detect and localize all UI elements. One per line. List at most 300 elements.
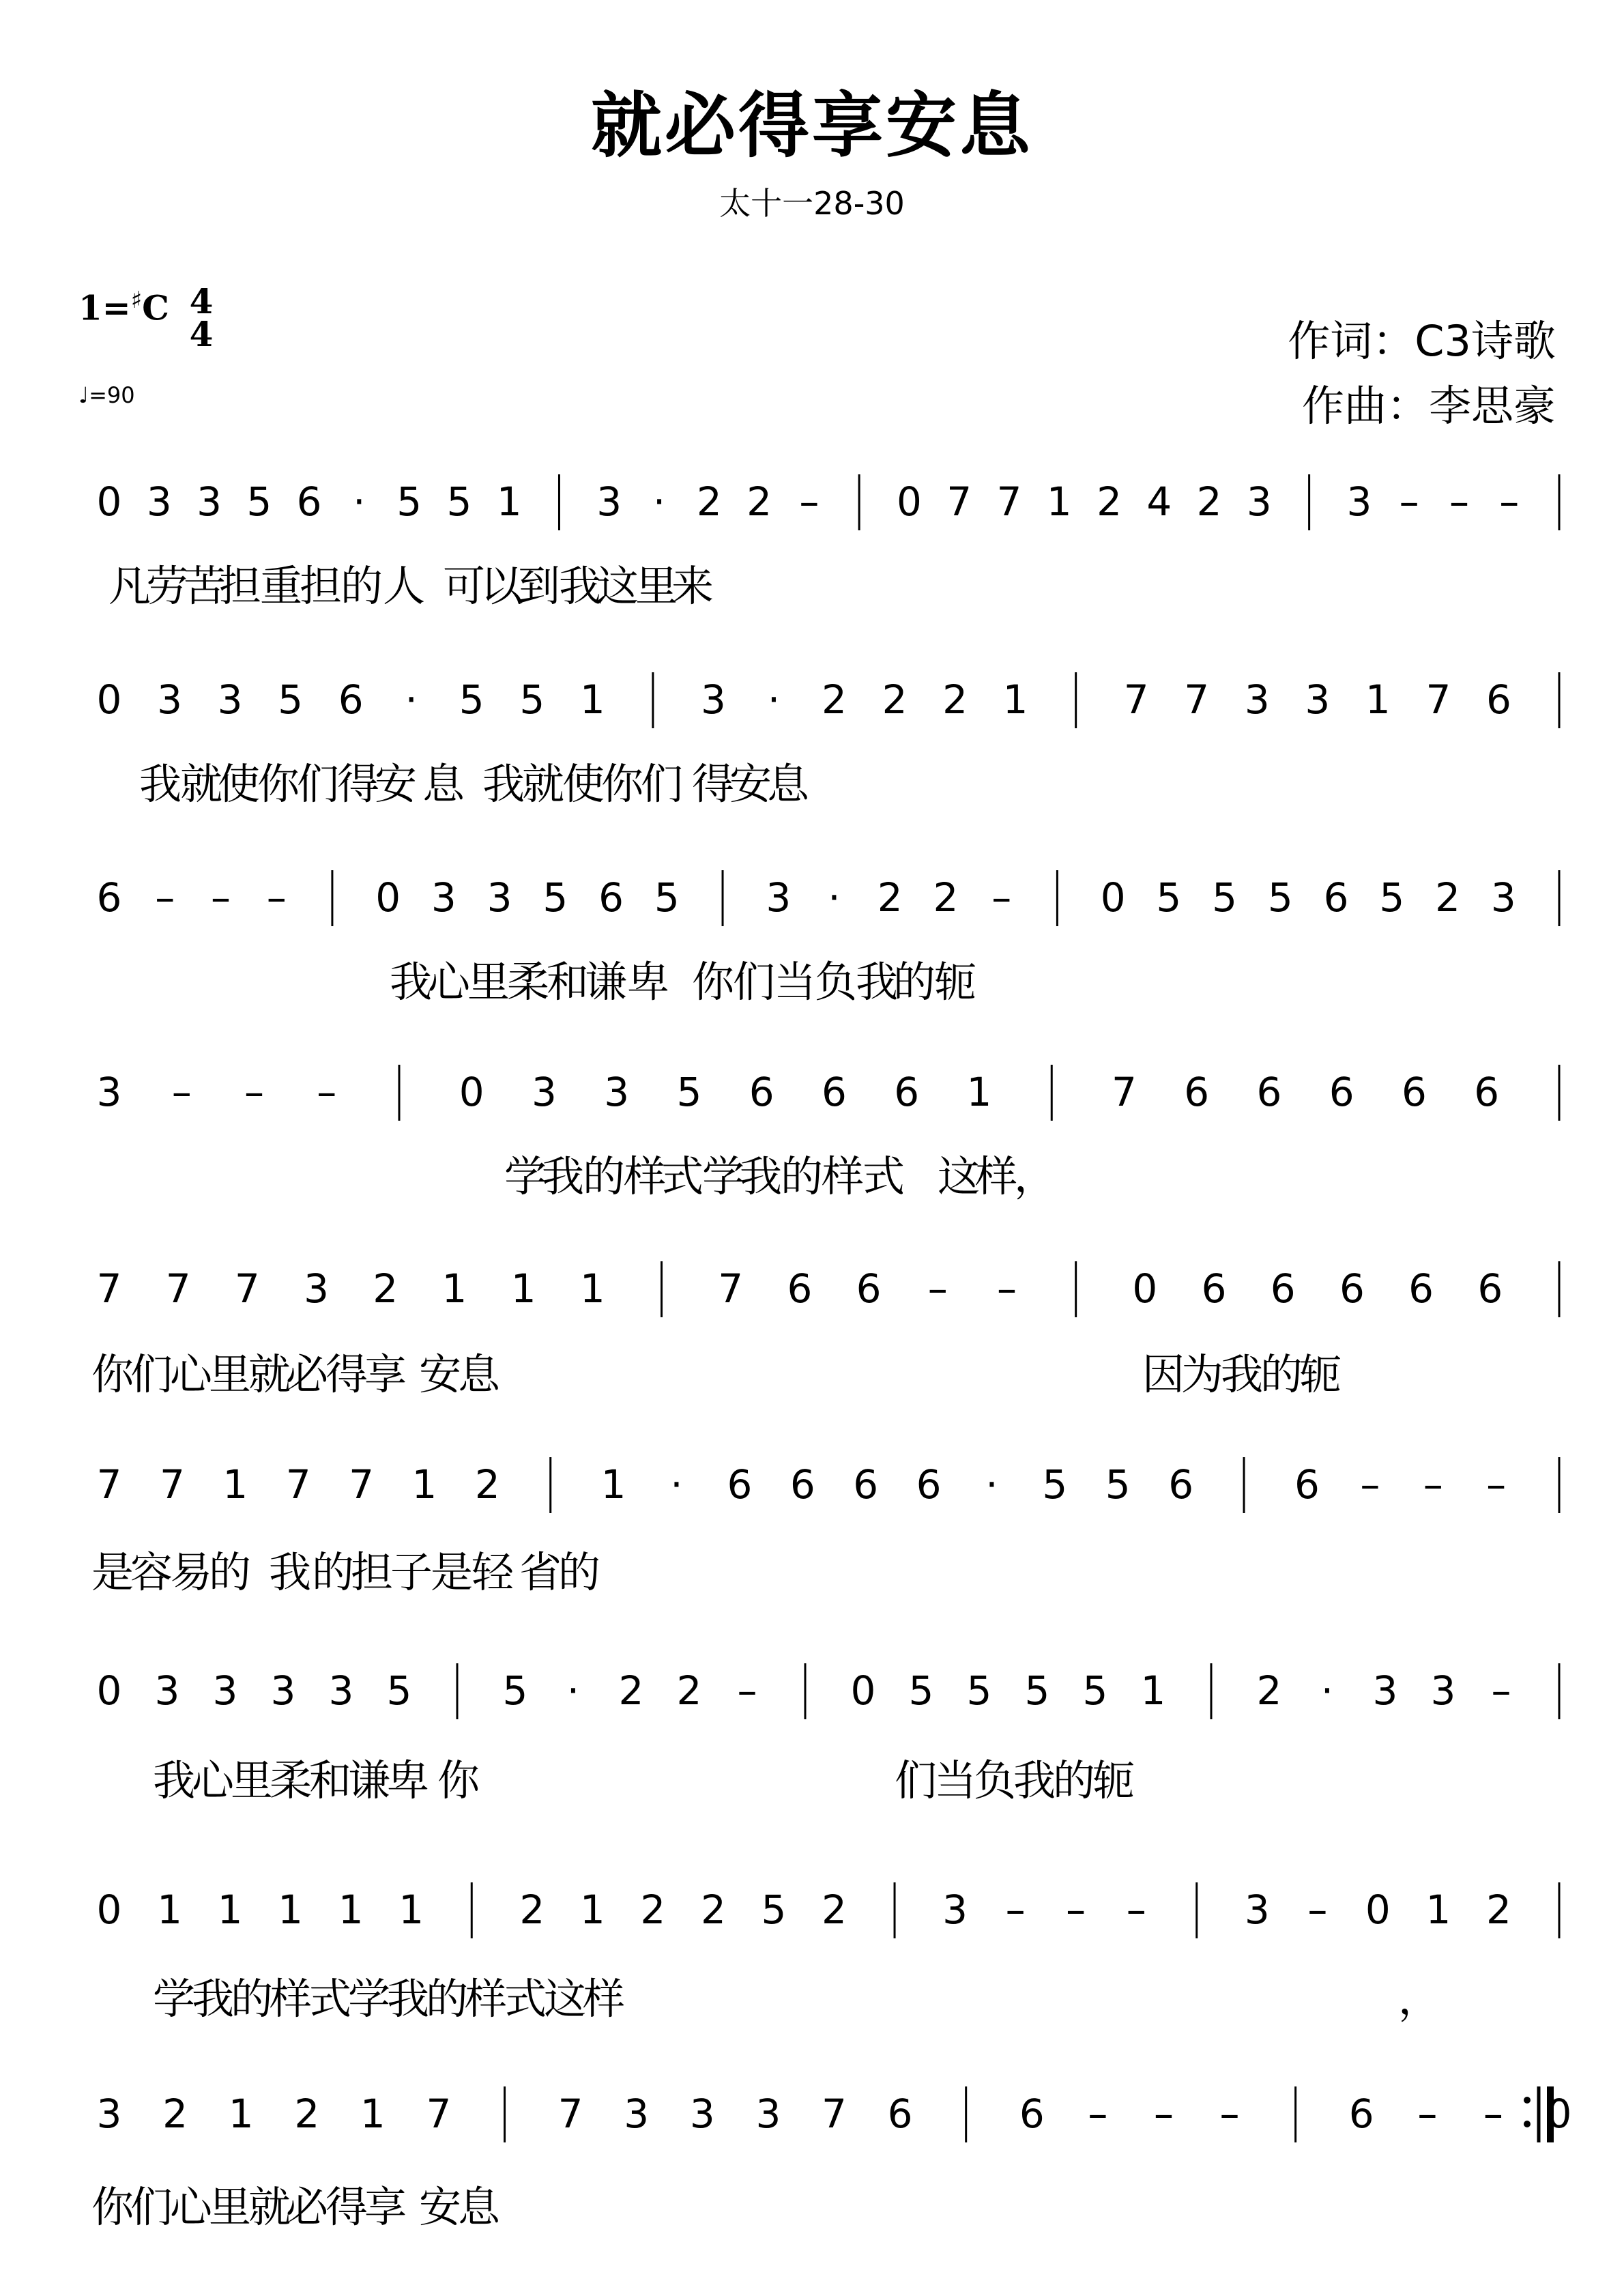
lyric-char: 以 (480, 561, 523, 611)
lyric-char: 轻 (471, 1547, 514, 1597)
lyric-char: 我 (482, 759, 525, 809)
note: · (353, 478, 366, 525)
note: 6 (916, 1461, 942, 1508)
lyric-char: 苦 (183, 561, 227, 611)
lyric-char: 和 (546, 957, 590, 1007)
note: 6 (1201, 1265, 1227, 1312)
lyric-char: 式 (308, 1974, 352, 2024)
note: – (1423, 1461, 1443, 1508)
note: 5 (278, 676, 304, 723)
lyric-char: 的 (557, 1547, 601, 1597)
note: 0 (1132, 1265, 1158, 1312)
note: 3 (328, 1667, 354, 1714)
lyric-char: 们 (130, 1349, 173, 1399)
note: 3 (1490, 874, 1516, 921)
note: – (996, 1265, 1017, 1312)
note: 2 (933, 874, 959, 921)
note: 1 (157, 1886, 182, 1933)
lyric-char: 们 (732, 957, 776, 1007)
note: 3 (604, 1069, 630, 1115)
note: 6 (894, 1069, 920, 1115)
note: 3 (1346, 478, 1372, 525)
note: 3 (1372, 1667, 1398, 1714)
note: 2 (676, 1667, 702, 1714)
lyric-char: 我 (855, 957, 899, 1007)
note: · (566, 1667, 580, 1714)
note: 3 (431, 874, 456, 921)
note: 1 (510, 1265, 536, 1312)
lyric-char: 我 (191, 1974, 235, 2024)
note: 5 (459, 676, 484, 723)
note: 6 (1294, 1461, 1320, 1508)
system-5 (91, 1261, 1559, 1399)
lyric-char: 的 (582, 1151, 626, 1201)
note: 6 (789, 1461, 815, 1508)
note: 6 (1256, 1069, 1282, 1115)
note: 1 (1046, 478, 1072, 525)
note: 2 (618, 1667, 644, 1714)
note: – (1486, 1461, 1507, 1508)
note: 5 (1105, 1461, 1131, 1508)
lyric-char: 轭 (1299, 1349, 1342, 1399)
note: 3 (755, 2091, 781, 2137)
lyric-char: 享 (364, 1349, 407, 1399)
lyric-char: 样 (582, 1974, 626, 2024)
note: 0 (459, 1069, 484, 1115)
note: 2 (294, 2091, 320, 2137)
note: 2 (1435, 874, 1460, 921)
lyric-char: 来 (671, 561, 714, 611)
note: 0 (1546, 2091, 1572, 2137)
note: 2 (1097, 478, 1122, 525)
lyric-char: 学 (152, 1974, 196, 2024)
note: 3 (700, 676, 726, 723)
quarter-note-icon: ♩ (78, 382, 89, 408)
note: 3 (154, 1667, 180, 1714)
note: 6 (598, 874, 624, 921)
note: – (1483, 2091, 1503, 2137)
note: 0 (96, 676, 122, 723)
lyric-char: 心 (427, 957, 471, 1007)
note: 1 (579, 676, 605, 723)
lyric-char: 你 (437, 1755, 480, 1805)
lyric-char: 这 (543, 1974, 587, 2024)
lyric-char: 就 (248, 2182, 291, 2232)
note: 7 (426, 2091, 452, 2137)
lyric-char: 们 (640, 759, 684, 809)
note: – (927, 1265, 948, 1312)
note: 5 (502, 1667, 528, 1714)
note: 6 (856, 1265, 882, 1312)
note: 3 (1244, 676, 1270, 723)
lyric-char: 这 (937, 1151, 981, 1201)
note: 6 (1402, 1069, 1427, 1115)
note: – (1499, 478, 1520, 525)
lyric-char: 因 (1142, 1349, 1185, 1399)
composer-credit: 作曲：李思豪 (1301, 381, 1556, 431)
lyric-char: 的 (1052, 1755, 1096, 1805)
note: 1 (1002, 676, 1028, 723)
lyric-char: 轭 (933, 957, 977, 1007)
lyric-char: 轭 (1092, 1755, 1135, 1805)
note: 3 (1430, 1667, 1456, 1714)
note: 6 (1486, 676, 1511, 723)
lyric-char: 息 (457, 2182, 501, 2232)
note: 5 (1212, 874, 1238, 921)
note: 6 (96, 874, 122, 921)
note: 2 (640, 1886, 666, 1933)
tempo-value: =90 (89, 382, 135, 408)
lyric-char: 式 (504, 1974, 547, 2024)
note: 6 (1339, 1265, 1365, 1312)
lyricist-credit: 作词：C3诗歌 (1288, 316, 1556, 366)
note: 6 (1323, 874, 1349, 921)
note: 0 (96, 478, 122, 525)
note: 2 (700, 1886, 726, 1933)
note: 3 (197, 478, 222, 525)
note: 1 (579, 1265, 605, 1312)
lyric-char: 谦 (584, 957, 628, 1007)
note: 2 (942, 676, 968, 723)
note: 3 (304, 1265, 330, 1312)
note: 2 (1196, 478, 1222, 525)
note: 6 (887, 2091, 913, 2137)
lyric-char: 里 (208, 1349, 252, 1399)
note: 1 (398, 1886, 424, 1933)
note: 2 (1486, 1886, 1511, 1933)
note: 6 (787, 1265, 813, 1312)
note: 2 (877, 874, 903, 921)
lyric-char: 的 (230, 1974, 274, 2024)
note: – (244, 1069, 264, 1115)
repeat-dot (1524, 2121, 1531, 2127)
note: 3 (1246, 478, 1272, 525)
lyric-char: 心 (169, 2182, 213, 2232)
lyric-char: 的 (311, 1547, 355, 1597)
note: 1 (278, 1886, 304, 1933)
lyric-char: 必 (285, 1349, 329, 1399)
lyric-char: 里 (208, 2182, 252, 2232)
lyric-char: 谦 (347, 1755, 391, 1805)
note: 3 (146, 478, 172, 525)
lyric-char: 负 (814, 957, 858, 1007)
note: 1 (1425, 1886, 1451, 1933)
note: 1 (1140, 1667, 1166, 1714)
system-8 (97, 1882, 1559, 2024)
lyric-char: 学 (347, 1974, 391, 2024)
note: · (985, 1461, 998, 1508)
note: 7 (1425, 676, 1451, 723)
note: 2 (373, 1265, 398, 1312)
lyric-char: 我 (1013, 1755, 1056, 1805)
note: 3 (596, 478, 622, 525)
lyric-char: 的 (425, 1974, 469, 2024)
lyric-char: 我 (139, 759, 182, 809)
note: 7 (1112, 1069, 1137, 1115)
note: 5 (246, 478, 272, 525)
lyric-char: 得 (691, 759, 735, 809)
note: 3 (212, 1667, 238, 1714)
lyric-char: 凡 (108, 561, 151, 611)
system-1 (97, 474, 1559, 611)
note: 3 (96, 1069, 122, 1115)
note: – (1417, 2091, 1438, 2137)
lyric-char: 必 (285, 2182, 329, 2232)
note: 4 (1146, 478, 1172, 525)
lyric-char: 容 (130, 1547, 173, 1597)
lyric-char: 我 (1220, 1349, 1264, 1399)
note: 1 (217, 1886, 243, 1933)
note: 3 (942, 1886, 968, 1933)
lyric-char: 息 (422, 759, 465, 809)
lyric-char: 就 (179, 759, 223, 809)
note: 1 (360, 2091, 386, 2137)
note: – (1005, 1886, 1026, 1933)
lyric-char: 得 (325, 1349, 368, 1399)
note: 3 (487, 874, 512, 921)
lyric-char: 你 (600, 759, 644, 809)
note: 7 (557, 2091, 583, 2137)
lyric-char: 省 (519, 1547, 562, 1597)
note: 3 (157, 676, 182, 723)
note: 1 (441, 1265, 467, 1312)
note: 1 (338, 1886, 364, 1933)
note: 3 (270, 1667, 296, 1714)
lyric-char: 卑 (626, 957, 670, 1007)
lyric-char: 式 (862, 1151, 905, 1201)
note: 6 (1348, 2091, 1374, 2137)
note: 2 (746, 478, 772, 525)
note: 7 (159, 1461, 185, 1508)
lyric-char: 这 (596, 561, 639, 611)
lyric-char: 享 (364, 2182, 407, 2232)
note: 6 (296, 478, 322, 525)
note: 5 (1156, 874, 1182, 921)
note: 3 (1305, 676, 1331, 723)
note: 6 (1270, 1265, 1296, 1312)
note: · (767, 676, 781, 723)
lyric-char: 负 (973, 1755, 1017, 1805)
lyric-char: 们 (296, 759, 340, 809)
lyric-char: 当 (933, 1755, 977, 1805)
note: 2 (822, 1886, 847, 1933)
lyric-char: 的 (780, 1151, 824, 1201)
lyric-char: 里 (230, 1755, 274, 1805)
note: 5 (446, 478, 472, 525)
note: · (828, 874, 841, 921)
lyric-char: 柔 (269, 1755, 313, 1805)
note: 3 (624, 2091, 650, 2137)
note: 1 (222, 1461, 248, 1508)
system-9 (91, 2086, 1571, 2232)
note: 7 (1123, 676, 1149, 723)
lyric-char: 样 (974, 1151, 1018, 1201)
note: · (670, 1461, 683, 1508)
note: 1 (579, 1886, 605, 1933)
note: 5 (386, 1667, 412, 1714)
lyric-char: 样 (464, 1974, 508, 2024)
note: 0 (96, 1667, 122, 1714)
note: – (317, 1069, 337, 1115)
lyric-char: ， (1013, 1151, 1057, 1201)
note: – (1126, 1886, 1146, 1933)
lyric-char: 劳 (145, 561, 189, 611)
lyric-char: 可 (442, 561, 486, 611)
note: 3 (96, 2091, 122, 2137)
sharp-sign: ♯ (130, 287, 143, 314)
note: 7 (96, 1461, 122, 1508)
lyric-char: 安 (418, 1349, 462, 1399)
note: 0 (896, 478, 922, 525)
system-2 (97, 672, 1559, 809)
note: 5 (519, 676, 545, 723)
lyric-char: 样 (821, 1151, 865, 1201)
lyric-char: 息 (766, 759, 810, 809)
system-6 (91, 1457, 1559, 1597)
lyric-char: 我 (558, 561, 602, 611)
time-top: 4 (189, 281, 214, 321)
lyric-char: 人 (382, 561, 426, 611)
lyric-char: 是 (430, 1547, 474, 1597)
note: – (991, 874, 1012, 921)
note: 6 (853, 1461, 879, 1508)
note: 6 (822, 1069, 847, 1115)
note: 3 (1244, 1886, 1270, 1933)
lyric-char: 易 (169, 1547, 213, 1597)
lyric-char: 使 (217, 759, 261, 809)
note: 3 (766, 874, 792, 921)
lyric-char: 我 (152, 1755, 196, 1805)
note: 0 (1365, 1886, 1391, 1933)
note: – (1360, 1461, 1380, 1508)
note: 5 (396, 478, 422, 525)
note: 2 (519, 1886, 545, 1933)
note: – (266, 874, 287, 921)
note: – (1491, 1667, 1511, 1714)
system-4 (97, 1065, 1559, 1201)
lyric-char: 息 (457, 1349, 501, 1399)
note: 5 (1024, 1667, 1050, 1714)
time-bottom: 4 (189, 314, 214, 354)
lyric-char: 样 (269, 1974, 313, 2024)
note: 2 (696, 478, 722, 525)
lyric-char: 柔 (506, 957, 550, 1007)
lyric-char: 式 (661, 1151, 704, 1201)
lyric-char: 和 (308, 1755, 352, 1805)
note: 6 (749, 1069, 774, 1115)
lyric-char: 里 (635, 561, 678, 611)
note: 5 (1042, 1461, 1068, 1508)
note: 2 (1256, 1667, 1282, 1714)
lyric-char: 你 (691, 957, 735, 1007)
note: 6 (1474, 1069, 1500, 1115)
lyric-char: 我 (268, 1547, 312, 1597)
note: 6 (338, 676, 364, 723)
lyric-char: 们 (130, 2182, 173, 2232)
note: 2 (474, 1461, 500, 1508)
lyric-char: 担 (299, 561, 343, 611)
lyric-char: 得 (325, 2182, 368, 2232)
note: – (1066, 1886, 1086, 1933)
note: 0 (1100, 874, 1126, 921)
note: 1 (496, 478, 522, 525)
note: 5 (1379, 874, 1405, 921)
note: – (155, 874, 175, 921)
lyric-char: 的 (340, 561, 383, 611)
note: 5 (1267, 874, 1293, 921)
note: 7 (234, 1265, 260, 1312)
note: – (1449, 478, 1469, 525)
lyric-char: 到 (517, 561, 561, 611)
system-7 (97, 1663, 1559, 1805)
lyric-char: 我 (739, 1151, 783, 1201)
note: 3 (532, 1069, 557, 1115)
lyric-char: 就 (248, 1349, 291, 1399)
lyric-char: 使 (562, 759, 605, 809)
note: – (1153, 2091, 1174, 2137)
note: 1 (966, 1069, 992, 1115)
note: 1 (228, 2091, 254, 2137)
note: 0 (850, 1667, 876, 1714)
lyric-char: 重 (259, 561, 303, 611)
song-title: 就必得享安息 (590, 84, 1033, 167)
lyric-char: 安 (418, 2182, 462, 2232)
lyric-char: 学 (504, 1151, 547, 1201)
lyric-char: 你 (257, 759, 300, 809)
note: – (1219, 2091, 1240, 2137)
key-prefix: 1= (78, 287, 131, 328)
lyric-char: 我 (386, 1974, 430, 2024)
note: 6 (1329, 1069, 1354, 1115)
note: 7 (165, 1265, 191, 1312)
note: · (652, 478, 666, 525)
note: 5 (542, 874, 568, 921)
note: 6 (1184, 1069, 1210, 1115)
note: 6 (1019, 2091, 1045, 2137)
note: – (737, 1667, 757, 1714)
lyric-char: 我 (541, 1151, 585, 1201)
lyric-char: 安 (374, 759, 418, 809)
note: · (1320, 1667, 1334, 1714)
note: 1 (1365, 676, 1391, 723)
note: – (171, 1069, 192, 1115)
lyric-char: 的 (1260, 1349, 1303, 1399)
note: 1 (411, 1461, 437, 1508)
note: 2 (162, 2091, 188, 2137)
lyric-char: 你 (91, 2182, 134, 2232)
note: 3 (689, 2091, 715, 2137)
note: 3 (217, 676, 243, 723)
lyric-char: 学 (701, 1151, 745, 1201)
lyric-char: 我 (389, 957, 433, 1007)
lyric-char: 当 (773, 957, 817, 1007)
note: 7 (996, 478, 1022, 525)
lyric-char: 子 (390, 1547, 433, 1597)
note: 5 (761, 1886, 787, 1933)
lyric-char: 担 (218, 561, 262, 611)
note: 2 (882, 676, 908, 723)
lyric-char: ， (1397, 1974, 1441, 2024)
note: 6 (1168, 1461, 1194, 1508)
note: 0 (96, 1886, 122, 1933)
scripture-reference: 太十一28-30 (719, 185, 905, 222)
note: 7 (1184, 676, 1210, 723)
lyric-char: 的 (208, 1547, 252, 1597)
note: 5 (676, 1069, 702, 1115)
lyric-char: 心 (169, 1349, 213, 1399)
note: · (405, 676, 418, 723)
note: – (1088, 2091, 1108, 2137)
